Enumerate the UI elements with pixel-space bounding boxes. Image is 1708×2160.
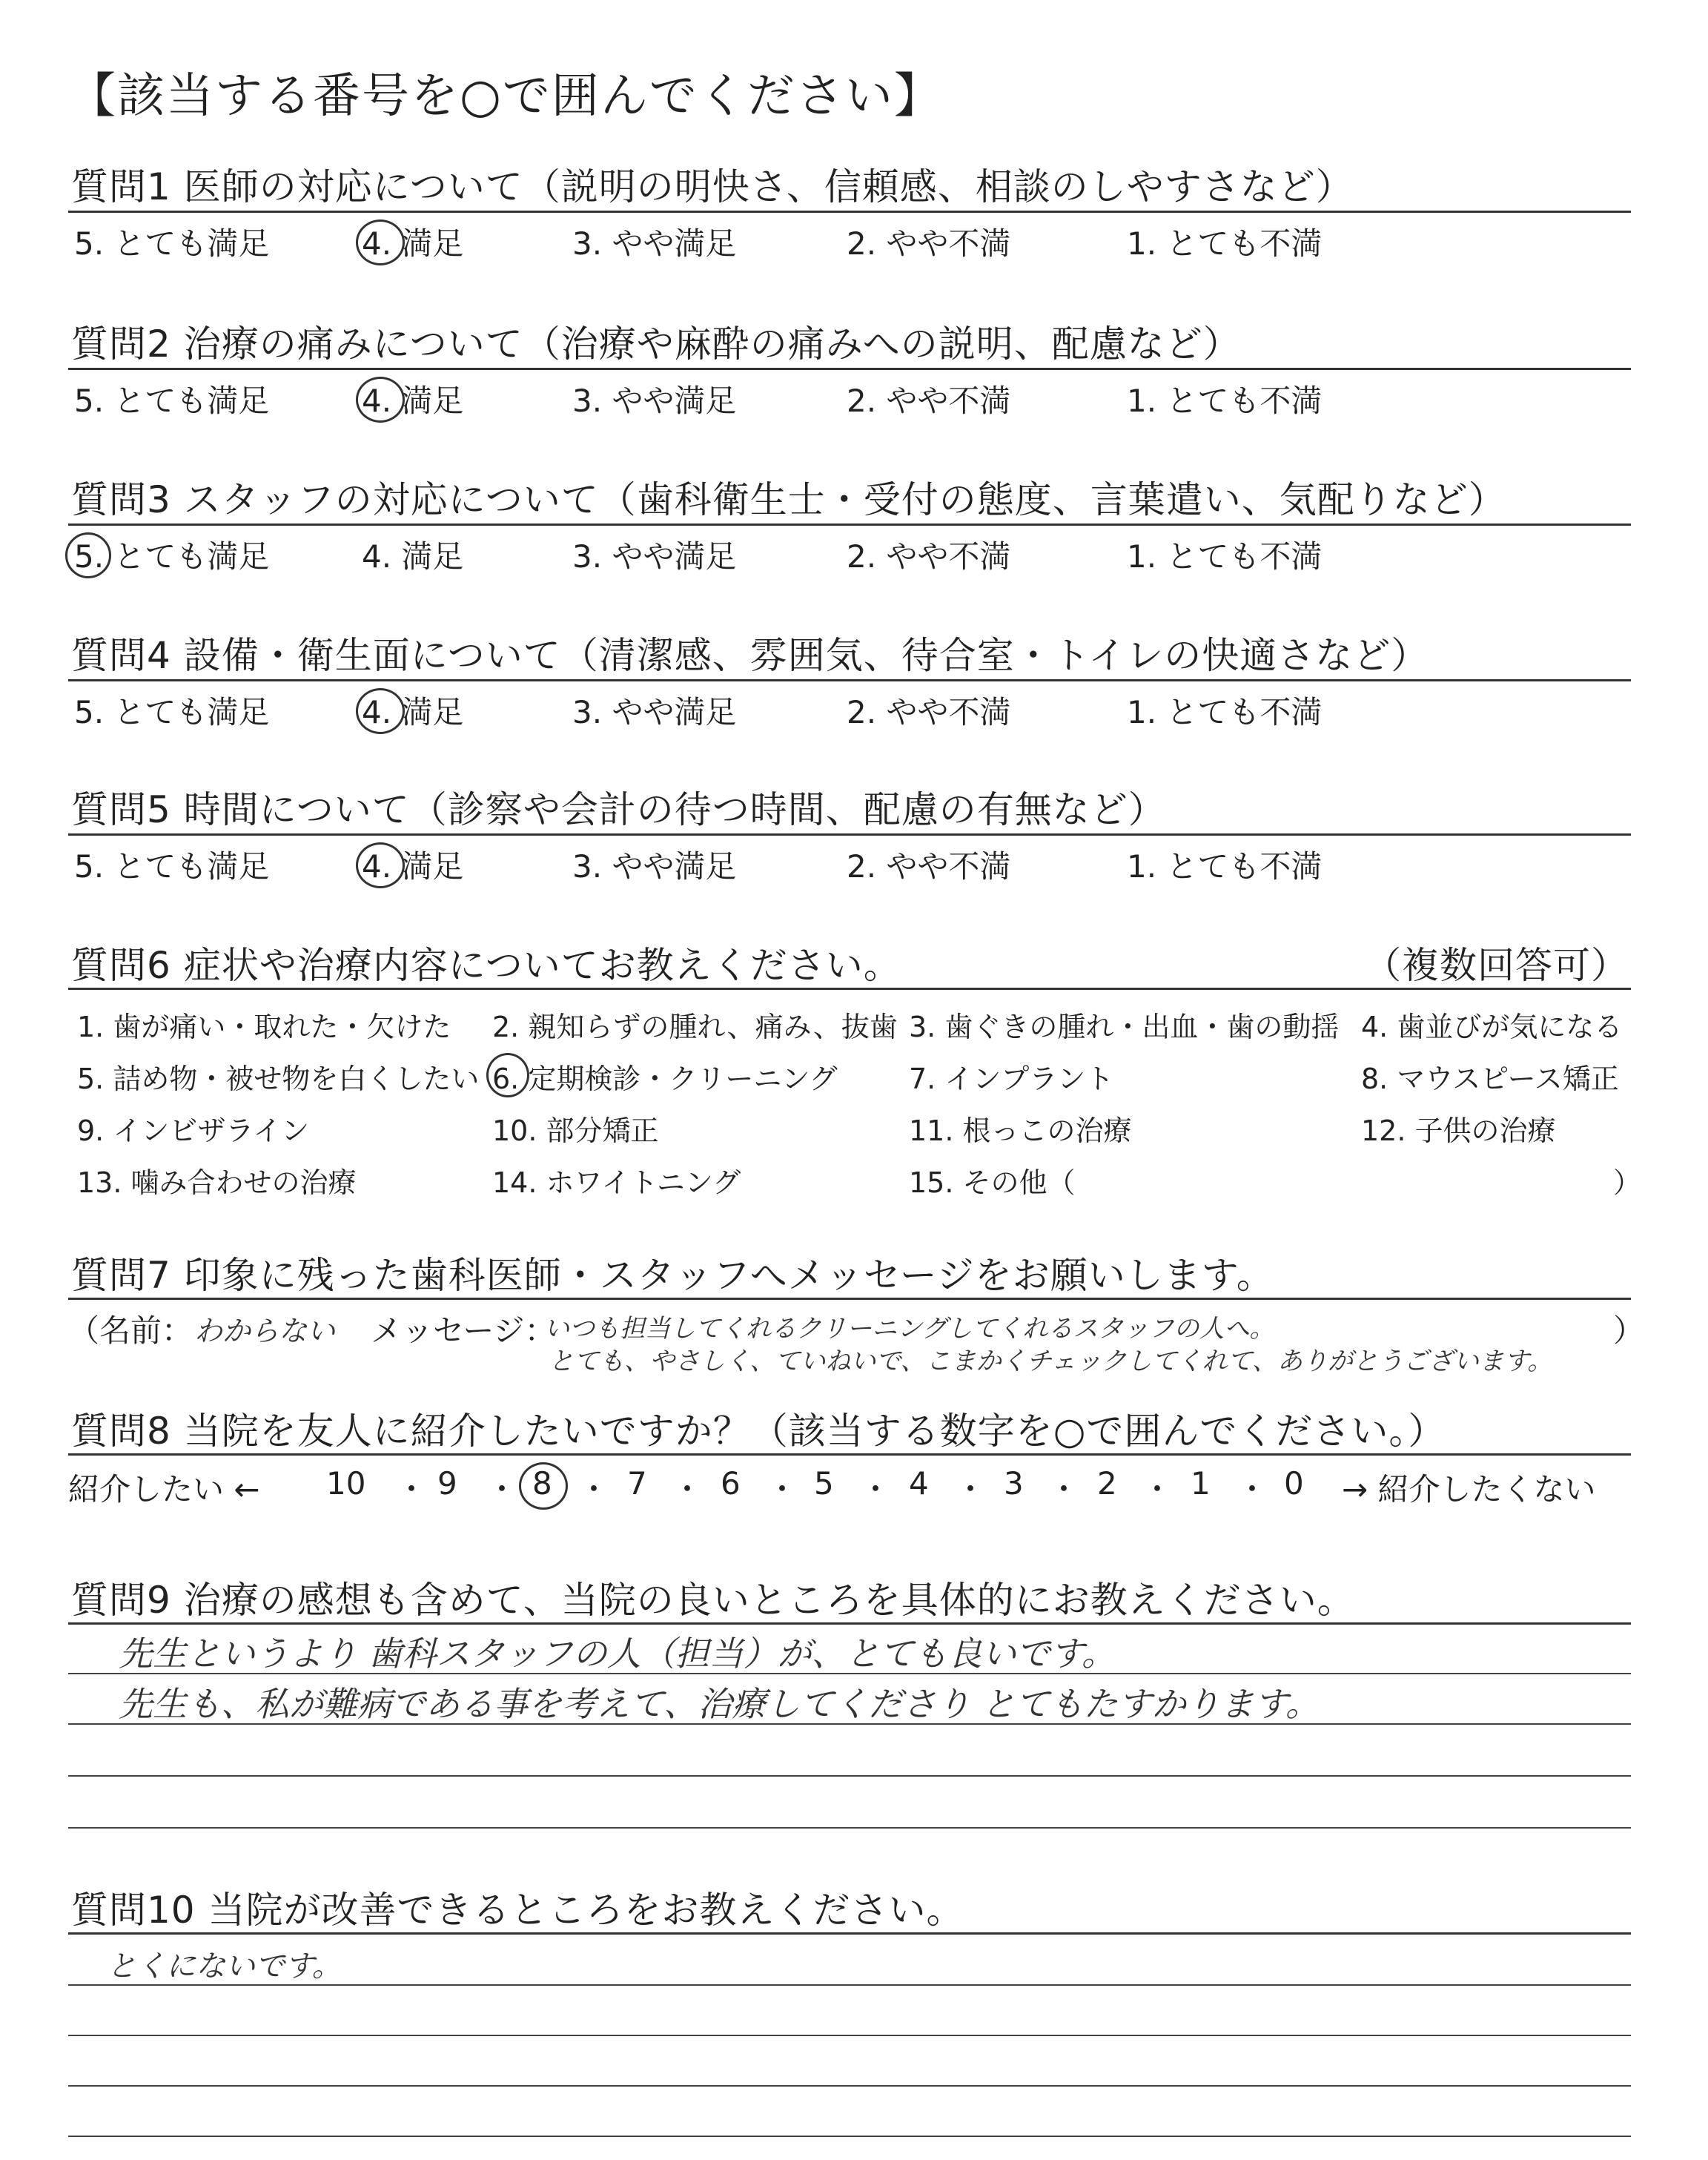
q8-scale-8[interactable]: 8 [532,1465,552,1502]
q8-scale-5[interactable]: 5 [814,1465,834,1502]
q4-option-2[interactable]: 2. やや不満 [847,694,1011,730]
q1-rule [68,211,1631,213]
q8-scale-4[interactable]: 4 [909,1465,929,1502]
q8-dot: ・ [955,1471,987,1507]
q7-message-line-2[interactable]: とても、やさしく、ていねいで、こまかくチェックしてくれて、ありがとうございます。 [549,1347,1553,1376]
q6-option-15-close: ） [1613,1166,1642,1199]
q10-label: 質問10 当院が改善できるところをお教えください。 [71,1889,964,1932]
q1-option-3[interactable]: 3. やや満足 [572,225,737,262]
q3-rule [68,524,1631,526]
q8-scale-2[interactable]: 2 [1097,1465,1117,1502]
q1-option-1[interactable]: 1. とても不満 [1127,225,1323,262]
q6-option-2[interactable]: 2. 親知らずの腫れ、痛み、抜歯 [492,1011,898,1043]
q7-message-line-1[interactable]: いつも担当してくれるクリーニングしてくれるスタッフの人へ。 [544,1314,1275,1344]
q2-option-3[interactable]: 3. やや満足 [572,383,737,419]
q10-rule [68,1932,1631,1935]
q6-option-11[interactable]: 11. 根っこの治療 [909,1114,1132,1147]
q7-name-value[interactable]: わからない [194,1315,336,1347]
q8-dot: ・ [396,1471,428,1507]
q8-scale-7[interactable]: 7 [627,1465,647,1502]
q7-message-label: メッセージ： [371,1312,556,1349]
q9-line [68,1673,1631,1674]
q2-label: 質問2 治療の痛みについて（治療や麻酔の痛みへの説明、配慮など） [71,323,1241,366]
q6-option-15[interactable]: 15. その他（ [909,1166,1076,1199]
q8-scale-6[interactable]: 6 [721,1465,741,1502]
q9-line [68,1723,1631,1725]
q2-rule [68,368,1631,370]
q3-option-5[interactable]: 5. とても満足 [74,538,270,575]
q8-scale-0[interactable]: 0 [1284,1465,1304,1502]
q10-line [68,1984,1631,1986]
q10-answer-line-1[interactable]: とくにないです。 [107,1949,342,1984]
form-title: 【該当する番号を○で囲んでください】 [68,69,943,124]
q1-selection-circle [356,219,405,265]
q6-note: （複数回答可） [1364,944,1629,987]
q6-selection-circle [486,1053,529,1097]
q6-option-7[interactable]: 7. インプラント [909,1063,1114,1095]
q9-answer-line-1[interactable]: 先生というより 歯科スタッフの人（担当）が、とても良いです。 [119,1634,1116,1674]
q4-option-3[interactable]: 3. やや満足 [572,694,737,730]
q7-close: ） [1613,1312,1645,1349]
q2-option-1[interactable]: 1. とても不満 [1127,383,1323,419]
q6-label: 質問6 症状や治療内容についてお教えください。 [71,944,901,987]
q3-selection-circle [65,532,111,578]
q5-option-4[interactable]: 4. 満足 [362,848,464,885]
q9-rule [68,1622,1631,1625]
q8-right-label: → 紹介したくない [1342,1471,1596,1507]
q3-option-2[interactable]: 2. やや不満 [847,538,1011,575]
q6-option-8[interactable]: 8. マウスピース矯正 [1361,1063,1619,1095]
q8-dot: ・ [1048,1471,1080,1507]
q7-name-label: （名前： [68,1312,193,1349]
q6-option-1[interactable]: 1. 歯が痛い・取れた・欠けた [77,1011,451,1043]
q1-option-2[interactable]: 2. やや不満 [847,225,1011,262]
q8-dot: ・ [672,1471,704,1507]
q9-line [68,1775,1631,1777]
q8-dot: ・ [578,1471,610,1507]
q5-label: 質問5 時間について（診察や会計の待つ時間、配慮の有無など） [71,788,1166,831]
q8-scale-10[interactable]: 10 [326,1465,366,1502]
q8-scale-9[interactable]: 9 [437,1465,457,1502]
q5-option-2[interactable]: 2. やや不満 [847,848,1011,885]
q7-label: 質問7 印象に残った歯科医師・スタッフへメッセージをお願いします。 [71,1254,1274,1297]
q6-option-13[interactable]: 13. 噛み合わせの治療 [77,1166,357,1199]
q8-dot: ・ [486,1471,518,1507]
q1-label: 質問1 医師の対応について（説明の明快さ、信頼感、相談のしやすさなど） [71,165,1354,208]
q3-option-3[interactable]: 3. やや満足 [572,538,737,575]
q2-option-5[interactable]: 5. とても満足 [74,383,270,419]
q1-option-4[interactable]: 4. 満足 [362,225,464,262]
q8-selection-circle [519,1462,568,1510]
q6-option-14[interactable]: 14. ホワイトニング [492,1166,741,1199]
q10-line [68,2035,1631,2036]
q4-option-1[interactable]: 1. とても不満 [1127,694,1323,730]
q8-left-label: 紹介したい ← [68,1471,260,1507]
q6-rule [68,988,1631,990]
q9-line [68,1827,1631,1829]
q8-rule [68,1453,1631,1456]
q6-option-12[interactable]: 12. 子供の治療 [1361,1114,1556,1147]
q2-option-2[interactable]: 2. やや不満 [847,383,1011,419]
q8-dot: ・ [860,1471,892,1507]
q4-selection-circle [356,688,405,734]
q3-option-4[interactable]: 4. 満足 [362,538,464,575]
q2-selection-circle [356,377,405,423]
q4-option-5[interactable]: 5. とても満足 [74,694,270,730]
q2-option-4[interactable]: 4. 満足 [362,383,464,419]
q8-scale-1[interactable]: 1 [1191,1465,1211,1502]
q6-option-9[interactable]: 9. インビザライン [77,1114,310,1147]
q6-option-6[interactable]: 6. 定期検診・クリーニング [492,1063,838,1095]
q3-option-1[interactable]: 1. とても不満 [1127,538,1323,575]
q9-answer-line-2[interactable]: 先生も、私が難病である事を考えて、治療してくださり とてもたすかります。 [119,1684,1320,1724]
q10-line [68,2136,1631,2137]
q5-selection-circle [356,842,405,888]
q1-option-5[interactable]: 5. とても満足 [74,225,270,262]
q8-dot: ・ [1237,1471,1268,1507]
q9-label: 質問9 治療の感想も含めて、当院の良いところを具体的にお教えください。 [71,1579,1355,1622]
q6-option-4[interactable]: 4. 歯並びが気になる [1361,1011,1623,1043]
q4-label: 質問4 設備・衛生面について（清潔感、雰囲気、待合室・トイレの快適さなど） [71,634,1429,677]
q8-dot: ・ [1142,1471,1174,1507]
q8-dot: ・ [767,1471,798,1507]
q6-option-5[interactable]: 5. 詰め物・被せ物を白くしたい [77,1063,480,1095]
q3-label: 質問3 スタッフの対応について（歯科衛生士・受付の態度、言葉遣い、気配りなど） [71,478,1506,521]
q8-scale-3[interactable]: 3 [1004,1465,1024,1502]
q4-rule [68,679,1631,681]
q5-option-5[interactable]: 5. とても満足 [74,848,270,885]
q5-rule [68,833,1631,836]
q7-rule [68,1298,1631,1300]
q10-line [68,2085,1631,2087]
q8-label: 質問8 当院を友人に紹介したいですか？（該当する数字を○で囲んでください。） [71,1410,1446,1453]
q6-option-10[interactable]: 10. 部分矯正 [492,1114,659,1147]
q5-option-3[interactable]: 3. やや満足 [572,848,737,885]
q4-option-4[interactable]: 4. 満足 [362,694,464,730]
q6-option-3[interactable]: 3. 歯ぐきの腫れ・出血・歯の動揺 [909,1011,1340,1043]
q5-option-1[interactable]: 1. とても不満 [1127,848,1323,885]
